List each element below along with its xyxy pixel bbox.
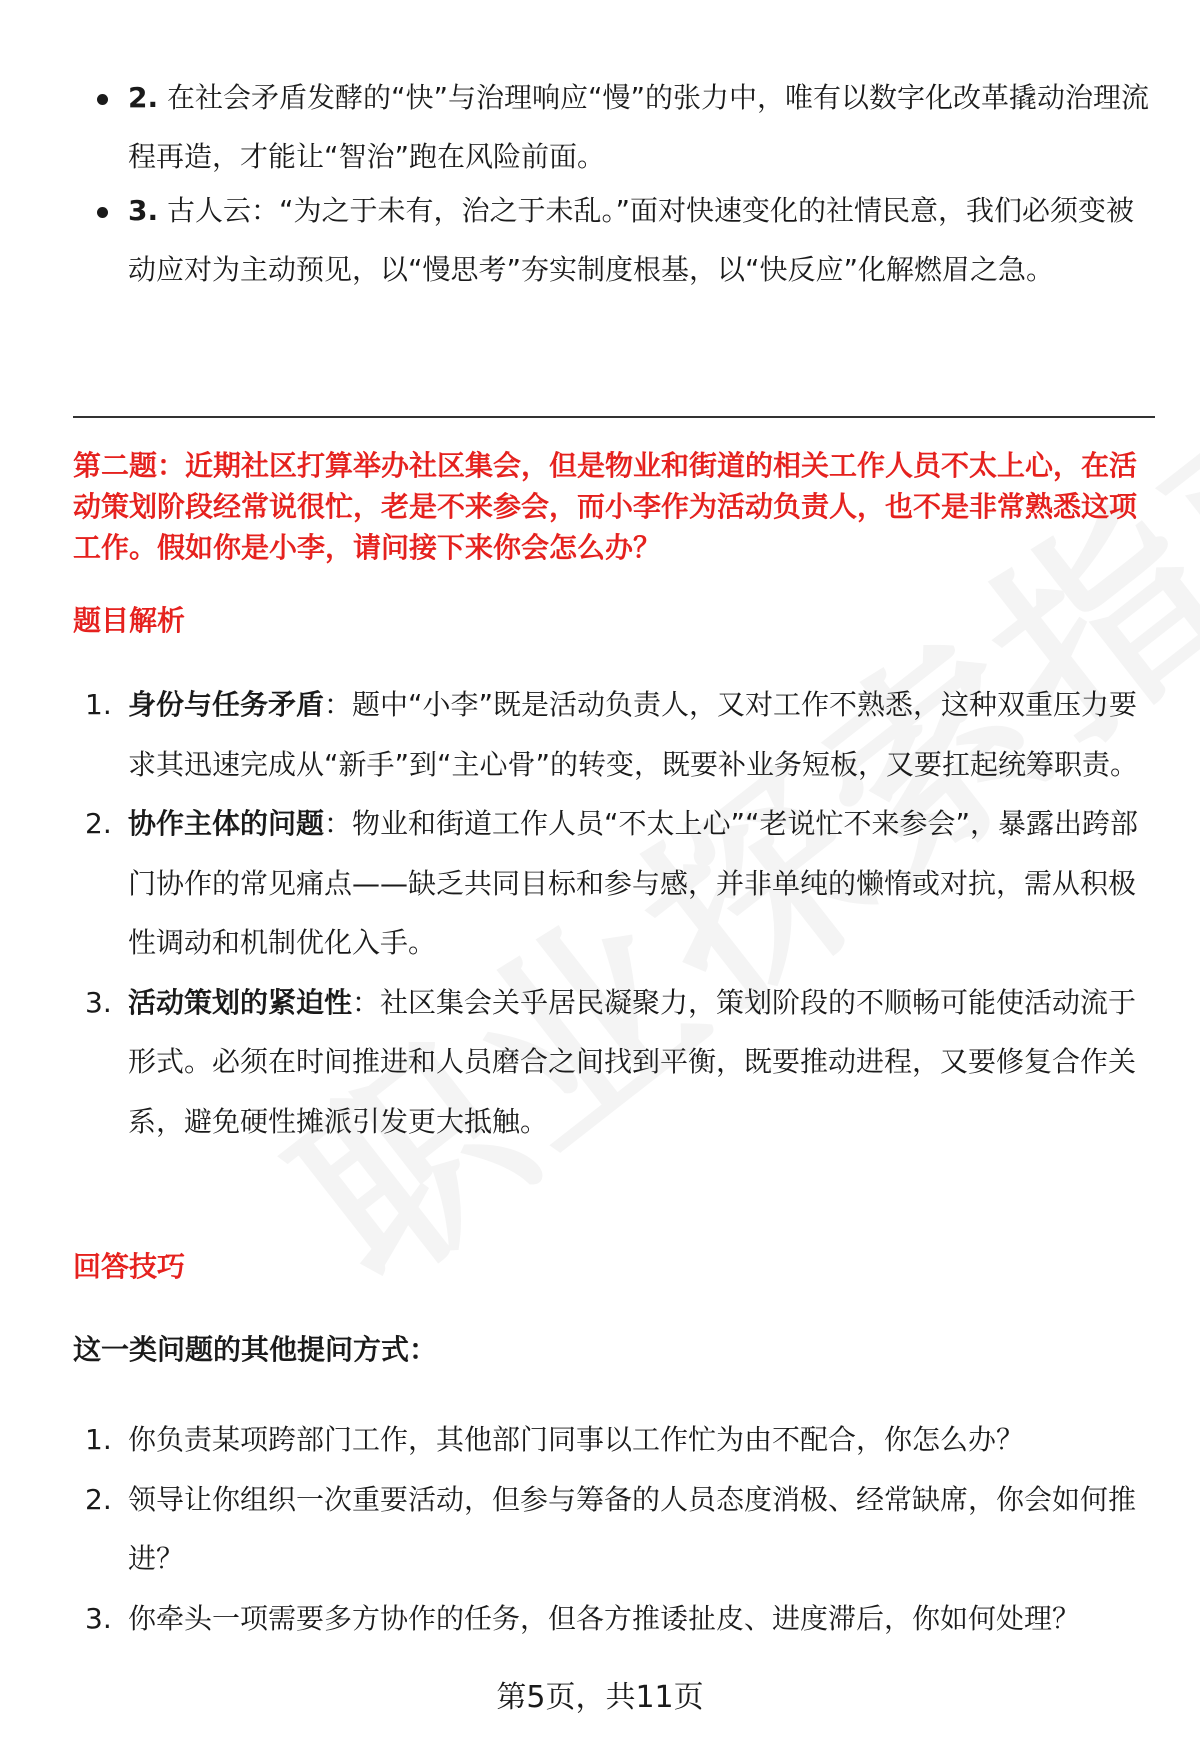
bullet-number: 3.	[128, 194, 159, 227]
item-number: 3.	[85, 985, 112, 1019]
bullet-number: 2.	[128, 81, 159, 114]
list-item	[0, 1410, 1150, 1470]
item-number: 1.	[85, 1423, 112, 1456]
alternative-questions-list	[0, 1410, 1200, 1648]
item-text: ：物业和街道工作人员“不太上心”“老说忙不来参会”，暴露出跨部门协作的常见痛点——缺乏共同目标和参与感，并非单纯的懒惰或对抗，需从积极性调动和机制优化入手。	[128, 807, 1139, 959]
list-item	[0, 675, 1150, 794]
list-item	[0, 1589, 1150, 1649]
list-item	[0, 68, 1150, 186]
bullet-text: 古人云：“为之于未有，治之于未乱。”面对快速变化的社情民意，我们必须变被动应对为主动预见，以“慢思考”夯实制度根基，以“快反应”化解燃眉之急。	[128, 194, 1135, 286]
item-text: 你负责某项跨部门工作，其他部门同事以工作忙为由不配合，你怎么办？	[128, 1423, 1025, 1456]
list-item	[0, 181, 1150, 299]
item-text: ：题中“小李”既是活动负责人，又对工作不熟悉，这种双重压力要求其迅速完成从“新手”到“主心骨”的转变，既要补业务短板，又要扛起统筹职责。	[128, 688, 1139, 781]
bullet-dot-icon	[97, 94, 108, 105]
bullet-dot-icon	[97, 207, 108, 218]
item-keyword: 协作主体的问题	[128, 807, 325, 840]
item-keyword: 身份与任务矛盾	[128, 688, 325, 721]
question-title: 第二题：近期社区打算举办社区集会，但是物业和街道的相关工作人员不太上心，在活动策划阶段经常说很忙，老是不来参会，而小李作为活动负责人，也不是非常熟悉这项工作。假如你是小李，请问接下来你会怎么办？	[73, 449, 1138, 564]
list-item	[0, 794, 1150, 973]
analysis-heading: 题目解析	[73, 604, 186, 637]
analysis-list	[0, 675, 1200, 1151]
item-number: 3.	[85, 1601, 112, 1635]
bullet-text: 在社会矛盾发酵的“快”与治理响应“慢”的张力中，唯有以数字化改革撬动治理流程再造，才能让“智治”跑在风险前面。	[128, 81, 1150, 173]
list-item	[0, 1470, 1150, 1589]
page-footer: 第5页，共11页	[496, 1680, 704, 1715]
item-number: 1.	[85, 688, 112, 721]
item-text: ：社区集会关乎居民凝聚力，策划阶段的不顺畅可能使活动流于形式。必须在时间推进和人员磨合之间找到平衡，既要推动进程，又要修复合作关系，避免硬性摊派引发更大抵触。	[128, 985, 1137, 1138]
bullet-list	[0, 68, 1200, 299]
item-number: 2.	[85, 807, 112, 840]
list-item	[0, 973, 1150, 1152]
item-text: 领导让你组织一次重要活动，但参与筹备的人员态度消极、经常缺席，你会如何推进？	[128, 1482, 1137, 1575]
item-number: 2.	[85, 1482, 112, 1516]
tips-heading: 回答技巧	[73, 1250, 186, 1283]
divider	[73, 416, 1155, 418]
item-keyword: 活动策划的紧迫性	[128, 985, 353, 1019]
tips-subheading: 这一类问题的其他提问方式：	[73, 1333, 438, 1366]
item-text: 你牵头一项需要多方协作的任务，但各方推诿扯皮、进度滞后，你如何处理？	[128, 1601, 1081, 1635]
